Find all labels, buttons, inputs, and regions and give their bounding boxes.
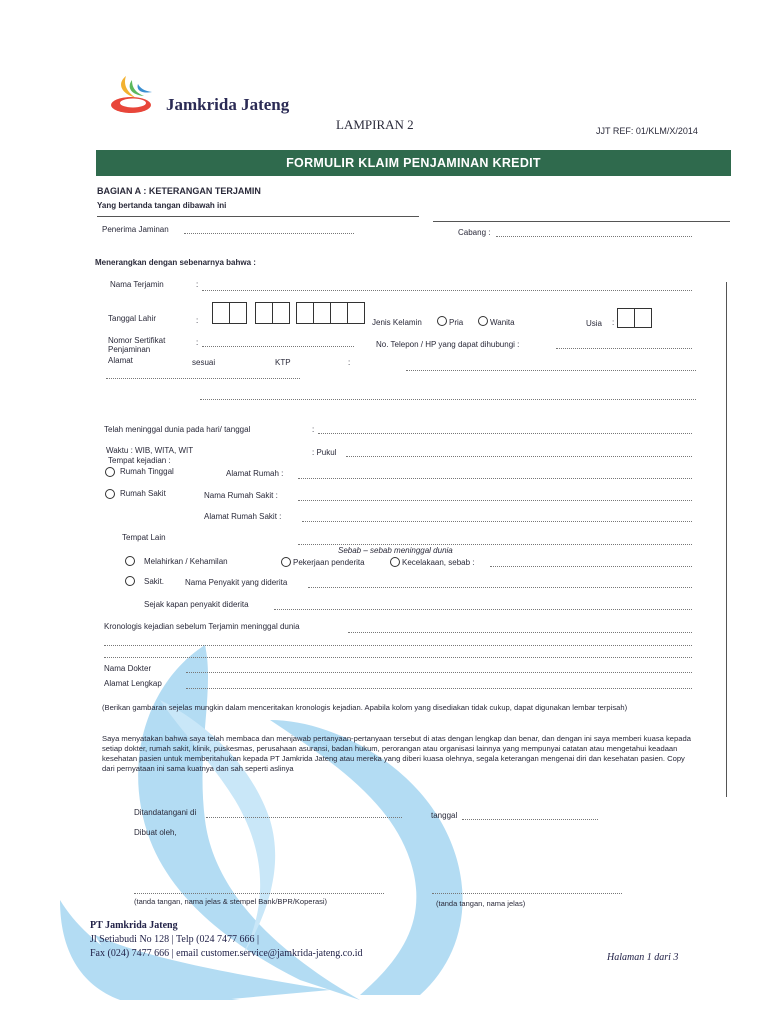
cabang-label: Cabang : [458, 228, 491, 237]
divider-right [433, 221, 730, 222]
nomor-sertifikat-text: Nomor Sertifikat [108, 336, 166, 345]
cabang-field[interactable] [496, 236, 692, 237]
colon: : [312, 425, 315, 434]
pria-radio[interactable] [437, 316, 447, 326]
colon: : [196, 338, 199, 347]
nama-terjamin-field[interactable] [202, 290, 692, 291]
lampiran-label: LAMPIRAN 2 [336, 117, 414, 132]
waktu-label: Waktu : WIB, WITA, WIT [106, 446, 194, 455]
sebab-label: Sebab – sebab meninggal dunia [338, 546, 453, 555]
menerangkan-label: Menerangkan dengan sebenarnya bahwa : [95, 258, 256, 267]
kecelakaan-radio[interactable] [390, 557, 400, 567]
alamat-field-2[interactable] [106, 378, 300, 379]
penerima-jaminan-label: Penerima Jaminan [102, 225, 169, 234]
alamat-lengkap-label: Alamat Lengkap [104, 679, 162, 688]
birth-day-box-2[interactable] [229, 302, 247, 324]
usia-label: Usia [586, 319, 603, 328]
meninggal-field[interactable] [318, 433, 692, 434]
nama-rumah-sakit-field[interactable] [298, 500, 692, 501]
kecelakaan-field[interactable] [490, 566, 692, 567]
colon: : [196, 280, 199, 289]
birth-year-box-3[interactable] [330, 302, 348, 324]
wanita-label: Wanita [490, 318, 515, 327]
dibuat-oleh-label: Dibuat oleh, [134, 828, 177, 837]
colon: : [348, 358, 351, 367]
kecelakaan-label: Kecelakaan, sebab : [402, 558, 475, 567]
pria-label: Pria [449, 318, 464, 327]
tempat-lain-label: Tempat Lain [122, 533, 166, 542]
signature-line-nama[interactable] [432, 893, 622, 894]
nama-dokter-label: Nama Dokter [104, 664, 152, 673]
penerima-jaminan-field[interactable] [184, 233, 354, 234]
form-title-bar [96, 150, 731, 176]
brand-name: Jamkrida Jateng [166, 95, 290, 114]
nama-rumah-sakit-label: Nama Rumah Sakit : [204, 491, 278, 500]
jenis-kelamin-label: Jenis Kelamin [372, 318, 422, 327]
wanita-radio[interactable] [478, 316, 488, 326]
nama-penyakit-label: Nama Penyakit yang diderita [185, 578, 288, 587]
telepon-label: No. Telepon / HP yang dapat dihubungi : [376, 340, 520, 349]
nomor-sertifikat-field[interactable] [202, 346, 354, 347]
tempat-lain-field[interactable] [298, 544, 692, 545]
sejak-kapan-field[interactable] [274, 609, 692, 610]
birth-year-box-4[interactable] [347, 302, 365, 324]
rumah-sakit-radio[interactable] [105, 489, 115, 499]
ttd-nama-label: (tanda tangan, nama jelas) [436, 899, 526, 908]
form-title: FORMULIR KLAIM PENJAMINAN KREDIT [286, 156, 541, 170]
pukul-field[interactable] [346, 456, 692, 457]
nama-dokter-field[interactable] [186, 672, 692, 673]
melahirkan-radio[interactable] [125, 556, 135, 566]
tanggal-field[interactable] [462, 819, 598, 820]
tempat-kejadian-label: Tempat kejadian : [108, 456, 171, 465]
kronologis-label: Kronologis kejadian sebelum Terjamin meninggal dunia [104, 622, 300, 631]
alamat-rumah-field[interactable] [298, 478, 692, 479]
usia-box-2[interactable] [634, 308, 652, 328]
birth-month-box-1[interactable] [255, 302, 273, 324]
tanggal-label: tanggal [431, 811, 458, 820]
birth-month-box-2[interactable] [272, 302, 290, 324]
alamat-field-1[interactable] [406, 370, 696, 371]
birth-year-box-1[interactable] [296, 302, 314, 324]
alamat-field-3[interactable] [200, 399, 696, 400]
ttd-bank-label: (tanda tangan, nama jelas & stempel Bank/BPR/Koperasi) [134, 897, 328, 906]
colon: : [612, 318, 615, 327]
rumah-tinggal-label: Rumah Tinggal [120, 467, 174, 476]
footer-company: PT Jamkrida Jateng [90, 920, 178, 931]
sakit-label: Sakit. [144, 577, 165, 586]
signature-line-bank[interactable] [134, 893, 384, 894]
divider-left [97, 216, 419, 217]
alamat-rumah-sakit-field[interactable] [302, 521, 692, 522]
pernyataan-paragraph: Saya menyatakan bahwa saya telah membaca dan menjawab pertanyaan-pertanyaan tersebut di atas dengan lengkap dan benar, dan dengan ini saya memberi kuasa kepada setiap dokter, rumah sakit, klinik, puskesmas, perusahaan asuransi, badan hukum, perorangan atau organisasi lainnya yang mempunyai catatan atau mengetahui keadaan kesehatan pasien untuk memberitahukan kepada PT Jamkrida Jateng atau mereka yang diberi kuasa olehnya, segala keterangan mengenai diri dan kesehatan pasien. Copy dari pernyataan ini sama kuatnya dan sah seperti aslinya [102, 734, 691, 773]
birth-day-box-1[interactable] [212, 302, 230, 324]
berikan-note: (Berikan gambaran sejelas mungkin dalam menceritakan kronologis kejadian. Apabila kolom yang disediakan tidak cukup, dapat digunakan lembar terpisah) [102, 703, 628, 712]
melahirkan-label: Melahirkan / Kehamilan [144, 557, 228, 566]
nomor-sertifikat-label [108, 336, 165, 354]
rumah-sakit-label: Rumah Sakit [120, 489, 166, 498]
birth-year-box-2[interactable] [313, 302, 331, 324]
alamat-lengkap-field[interactable] [186, 688, 692, 689]
sakit-radio[interactable] [125, 576, 135, 586]
reference-number: JJT REF: 01/KLM/X/2014 [596, 126, 698, 136]
ditandatangani-field[interactable] [206, 817, 402, 818]
meninggal-label: Telah meninggal dunia pada hari/ tanggal [104, 425, 251, 434]
kronologis-field-3[interactable] [104, 657, 692, 658]
footer-address: Jl Setiabudi No 128 | Telp (024 7477 666 | [90, 934, 259, 945]
nama-penyakit-field[interactable] [308, 587, 692, 588]
kronologis-field-2[interactable] [104, 645, 692, 646]
ktp-label: KTP [275, 358, 291, 367]
usia-box-1[interactable] [617, 308, 635, 328]
telepon-field[interactable] [556, 348, 692, 349]
sesuai-label: sesuai [192, 358, 216, 367]
frame-right-line [726, 282, 727, 797]
nama-terjamin-label: Nama Terjamin [110, 280, 164, 289]
sejak-kapan-label: Sejak kapan penyakit diderita [144, 600, 249, 609]
pekerjaan-radio[interactable] [281, 557, 291, 567]
penjaminan-text: Penjaminan [108, 345, 151, 354]
jamkrida-logo-icon [108, 72, 158, 116]
alamat-rumah-label: Alamat Rumah : [226, 469, 284, 478]
kronologis-field-1[interactable] [348, 632, 692, 633]
alamat-rumah-sakit-label: Alamat Rumah Sakit : [204, 512, 282, 521]
tanggal-lahir-label: Tanggal Lahir [108, 314, 157, 323]
pukul-label: : Pukul [312, 448, 337, 457]
footer-contact: Fax (024) 7477 666 | email customer.service@jamkrida-jateng.co.id [90, 948, 363, 959]
page-number: Halaman 1 dari 3 [607, 952, 679, 963]
rumah-tinggal-radio[interactable] [105, 467, 115, 477]
section-a-subheading: Yang bertanda tangan dibawah ini [97, 201, 227, 210]
pekerjaan-label: Pekerjaan penderita [293, 558, 365, 567]
colon: : [196, 316, 199, 325]
section-a-heading: BAGIAN A : KETERANGAN TERJAMIN [97, 186, 261, 196]
ditandatangani-label: Ditandatangani di [134, 808, 197, 817]
alamat-label: Alamat [108, 356, 133, 365]
